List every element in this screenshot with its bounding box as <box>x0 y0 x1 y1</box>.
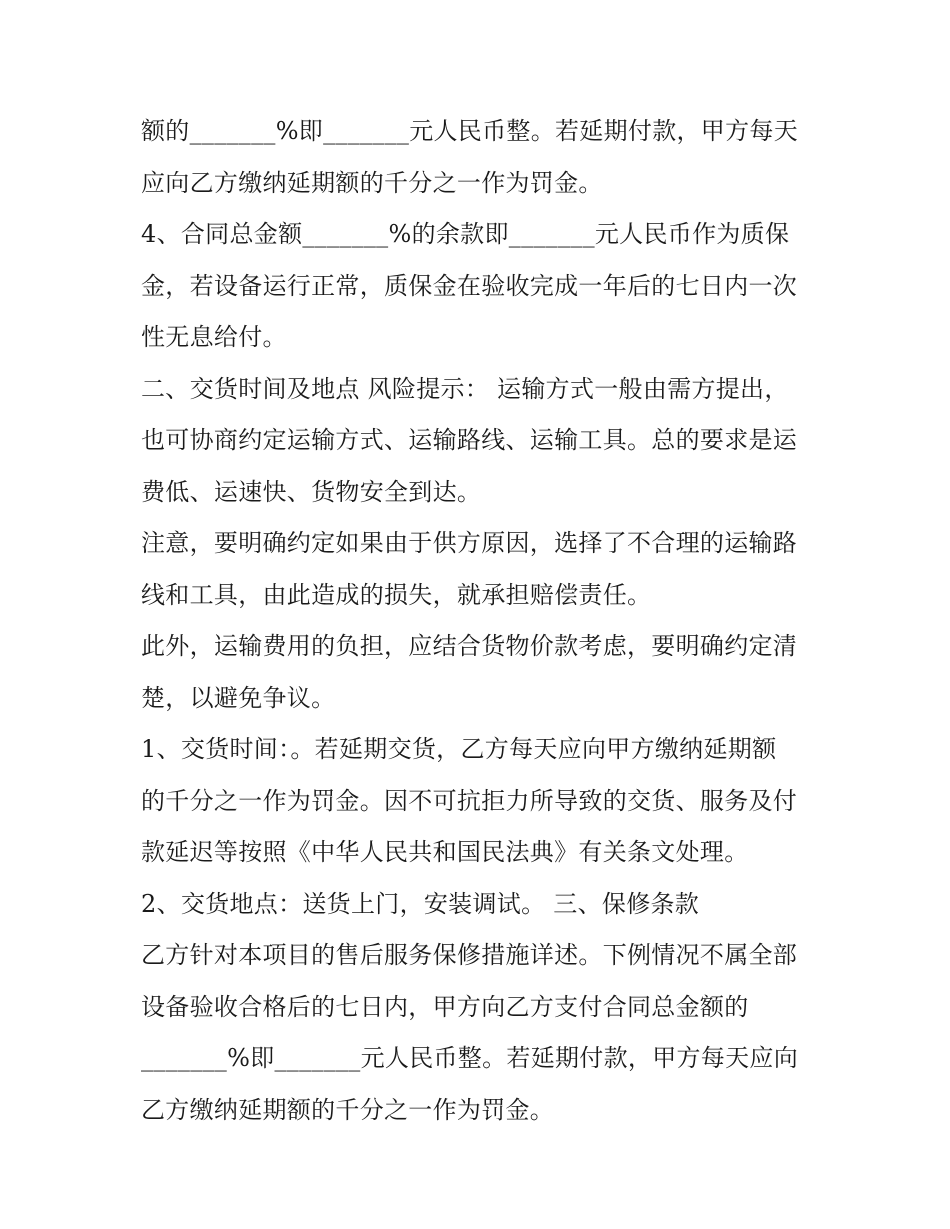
text-line: 应向乙方缴纳延期额的千分之一作为罚金。 <box>141 168 603 197</box>
text-line: 乙方针对本项目的售后服务保修措施详述。下例情况不属全部 <box>141 941 798 969</box>
document-body <box>141 106 821 1136</box>
text-line: 4、合同总金额_______%的余款即_______元人民币作为质保 <box>141 220 790 248</box>
text-line: 也可协商约定运输方式、运输路线、运输工具。总的要求是运 <box>141 426 798 454</box>
text-line: 的千分之一作为罚金。因不可抗拒力所导致的交货、服务及付 <box>141 786 798 815</box>
text-line: 二、交货时间及地点 风险提示： 运输方式一般由需方提出， <box>141 374 789 403</box>
text-line: 设备验收合格后的七日内，甲方向乙方支付合同总金额的 <box>141 992 749 1021</box>
text-line: 线和工具，由此造成的损失，就承担赔偿责任。 <box>141 580 652 609</box>
text-line: 费低、运速快、货物安全到达。 <box>141 477 482 506</box>
text-line: 2、交货地点：送货上门，安装调试。 三、保修条款 <box>141 889 700 918</box>
text-line: 款延迟等按照《中华人民共和国民法典》有关条文处理。 <box>141 838 749 866</box>
text-line: _______%即_______元人民币整。若延期付款，甲方每天应向 <box>141 1044 799 1072</box>
text-line: 此外，运输费用的负担，应结合货物价款考虑，要明确约定清 <box>141 632 798 660</box>
text-line: 注意，要明确约定如果由于供方原因，选择了不合理的运输路 <box>141 529 798 557</box>
text-line: 金，若设备运行正常，质保金在验收完成一年后的七日内一次 <box>141 271 798 300</box>
text-line: 性无息给付。 <box>141 323 287 351</box>
text-line: 乙方缴纳延期额的千分之一作为罚金。 <box>141 1095 555 1124</box>
text-line: 额的_______%即_______元人民币整。若延期付款，甲方每天 <box>141 117 799 145</box>
text-line: 1、交货时间：。若延期交货，乙方每天应向甲方缴纳延期额 <box>141 735 777 763</box>
text-line: 楚，以避免争议。 <box>141 683 336 712</box>
